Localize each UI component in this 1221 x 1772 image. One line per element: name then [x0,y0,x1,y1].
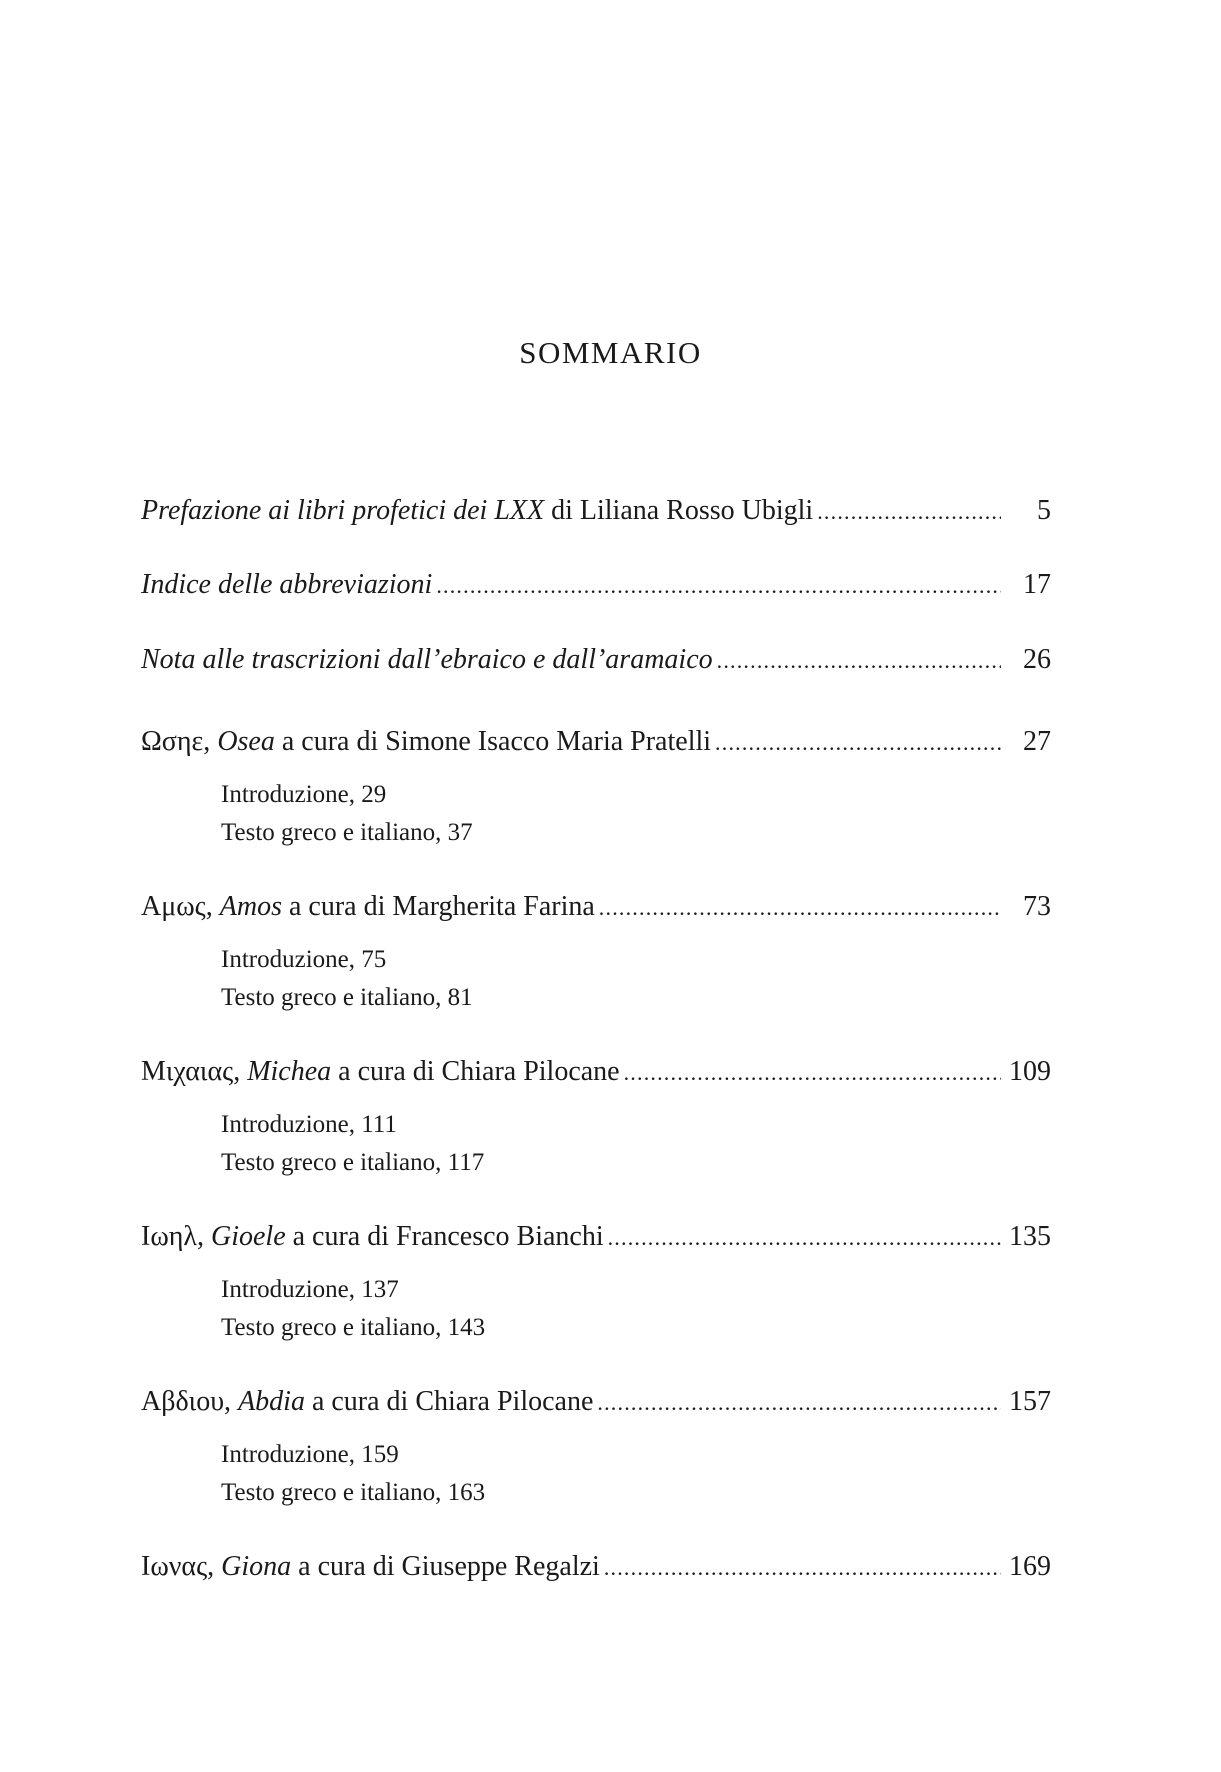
toc-entry-amos[interactable] [141,890,1051,924]
toc-entry-italic: Indice delle abbreviazioni [141,569,433,600]
toc-entry-greek: Αβδιου, [141,1386,239,1417]
toc-subentry[interactable]: Testo greco e italiano, 37 [221,819,473,846]
toc-entry-text [141,1055,620,1089]
toc-entry-text [141,1385,593,1419]
toc-page-number: 26 [1023,644,1051,675]
toc-page-number: 169 [1009,1551,1051,1582]
dot-leader [624,1056,1001,1090]
toc-entry-text [141,568,432,602]
toc-entry-rest: a cura di Chiara Pilocane [331,1056,620,1087]
dot-leader [608,1221,1001,1255]
toc-entry-text [141,494,813,528]
toc-entry-greek: Μιχαιας, [141,1056,248,1087]
toc-entry-text [141,890,595,924]
toc-entry-italic: Prefazione ai libri profetici dei LXX [141,495,545,526]
toc-subentry[interactable]: Introduzione, 29 [221,781,387,808]
toc-entry-rest: a cura di Simone Isacco Maria Pratelli [274,726,712,757]
toc-entry-prefazione[interactable] [141,494,1051,528]
toc-entry-italic: Giona [221,1551,292,1582]
toc-page-number: 27 [1023,726,1051,757]
toc-page-number: 17 [1023,569,1051,600]
toc-entry-text [141,725,711,759]
toc-page-number: 73 [1023,891,1051,922]
toc-subentry[interactable]: Introduzione, 111 [221,1111,397,1138]
toc-entry-greek: Ιωηλ, [141,1221,211,1252]
toc-entry-text [141,643,713,677]
toc-subentry[interactable]: Introduzione, 75 [221,946,387,973]
toc-entry-giona[interactable] [141,1550,1051,1584]
dot-leader [597,1386,1001,1420]
dot-leader [715,726,1001,760]
toc-subentry[interactable]: Introduzione, 137 [221,1276,399,1303]
toc-entry-michea[interactable] [141,1055,1051,1089]
toc-entry-indice-abbreviazioni[interactable] [141,568,1051,602]
toc-entry-italic: Michea [247,1056,332,1087]
toc-entry-greek: Αμως, [141,891,220,922]
dot-leader [604,1551,1001,1585]
toc-entry-nota-trascrizioni[interactable] [141,643,1051,677]
toc-entry-rest: a cura di Francesco Bianchi [285,1221,604,1252]
toc-page-number: 135 [1009,1221,1051,1252]
toc-entry-rest: a cura di Giuseppe Regalzi [291,1551,600,1582]
toc-entry-rest: di Liliana Rosso Ubigli [544,495,814,526]
dot-leader [817,495,1001,529]
toc-subentry[interactable]: Testo greco e italiano, 117 [221,1149,485,1176]
dot-leader [436,569,1001,603]
toc-entry-greek: Ωσηε, [141,726,218,757]
toc-entry-italic: Gioele [210,1221,286,1252]
toc-subentry[interactable]: Introduzione, 159 [221,1441,399,1468]
dot-leader [599,891,1001,925]
toc-entry-italic: Amos [219,891,282,922]
toc-entry-italic: Osea [217,726,275,757]
toc-entry-rest: a cura di Margherita Farina [281,891,595,922]
toc-page-number: 5 [1037,495,1051,526]
toc-subentry[interactable]: Testo greco e italiano, 81 [221,984,473,1011]
toc-entry-gioele[interactable] [141,1220,1051,1254]
toc-entry-osea[interactable] [141,725,1051,759]
toc-entry-italic: Abdia [238,1386,305,1417]
toc-page-number: 157 [1009,1386,1051,1417]
toc-entry-greek: Ιωνας, [141,1551,222,1582]
toc-entry-text [141,1220,604,1254]
page-title: SOMMARIO [519,335,702,370]
toc-entry-italic: Nota alle trascrizioni dall’ebraico e dall’aramaico [141,644,713,675]
toc-subentry[interactable]: Testo greco e italiano, 143 [221,1314,486,1341]
toc-subentry[interactable]: Testo greco e italiano, 163 [221,1479,486,1506]
dot-leader [717,644,1001,678]
toc-page-number: 109 [1009,1056,1051,1087]
toc-entry-text [141,1550,600,1584]
toc-entry-abdia[interactable] [141,1385,1051,1419]
toc-entry-rest: a cura di Chiara Pilocane [304,1386,594,1417]
